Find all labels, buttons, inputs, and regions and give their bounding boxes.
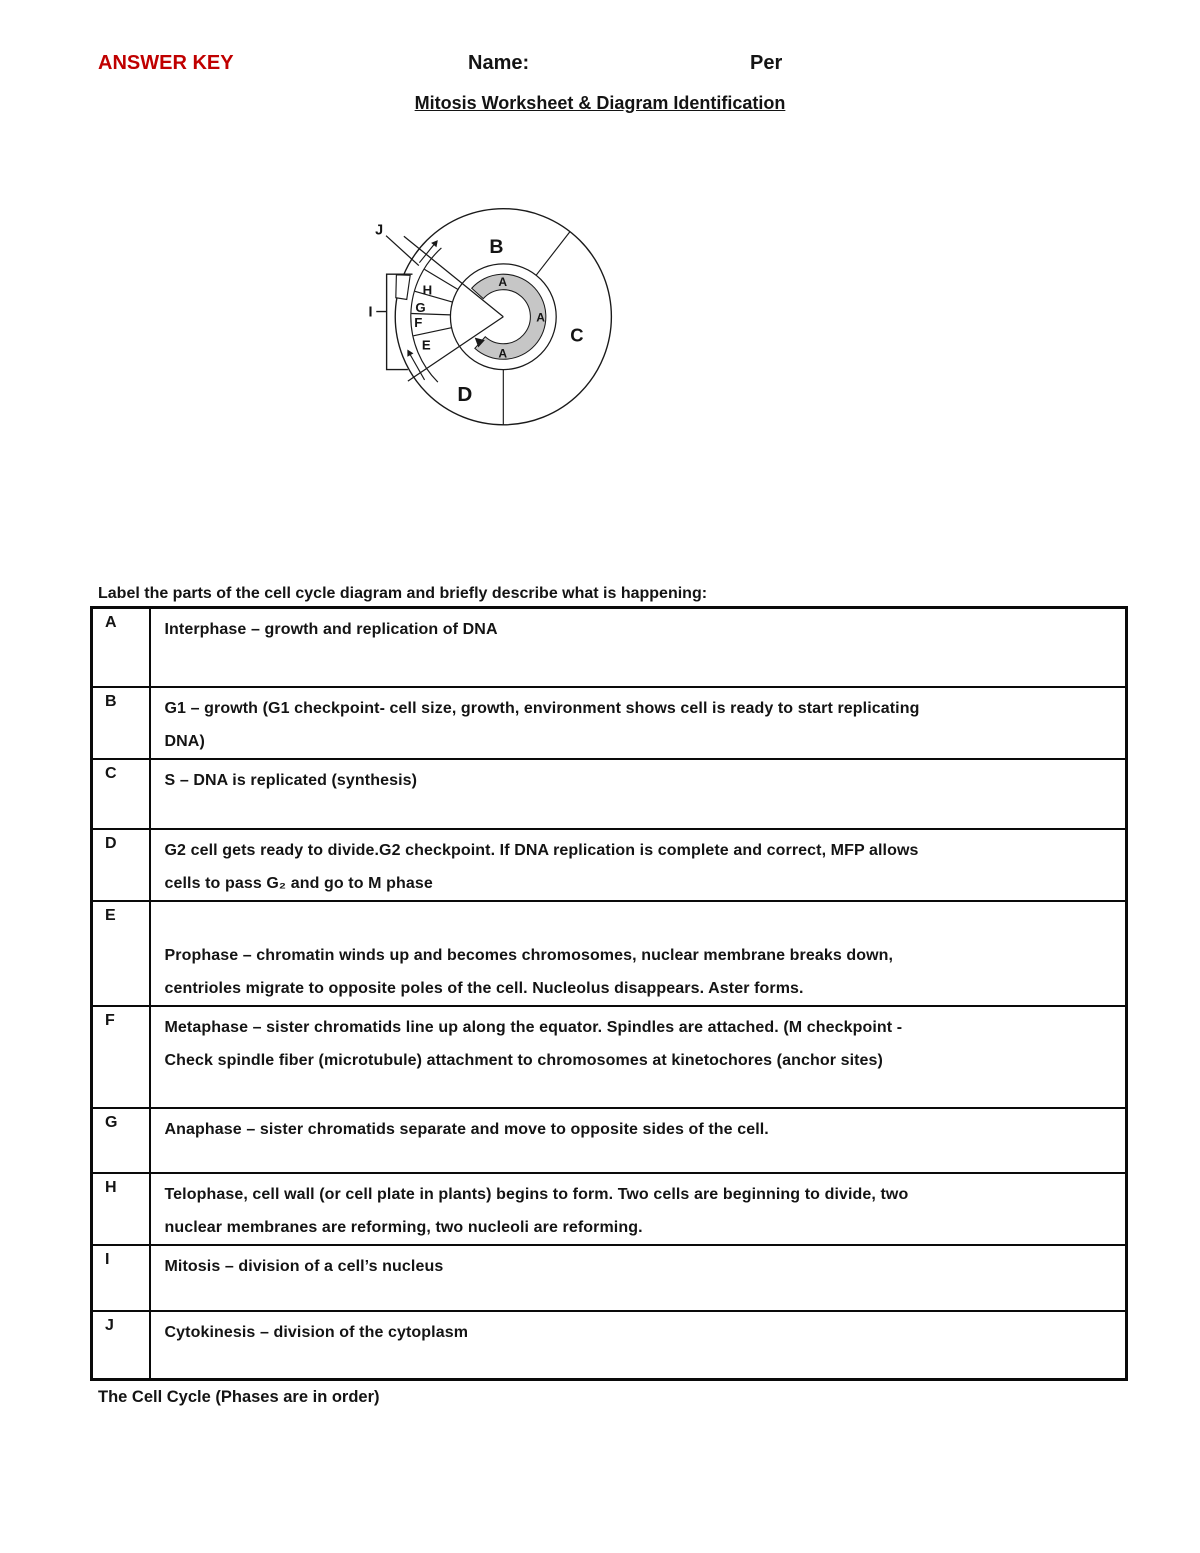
answer-line: Anaphase – sister chromatids separate and move to opposite sides of the cell. [164, 1120, 769, 1138]
footer-heading: The Cell Cycle (Phases are in order) [98, 1388, 380, 1406]
row-letter: G [92, 1108, 150, 1173]
row-letter: A [92, 608, 150, 687]
interphase-ring [472, 274, 546, 359]
answer-line: nuclear membranes are reforming, two nucleoli are reforming. [164, 1218, 643, 1236]
answer-line: Cytokinesis – division of the cytoplasm [164, 1323, 469, 1341]
answer-line: Prophase – chromatin winds up and becomes chromosomes, nuclear membrane breaks down, [164, 946, 894, 964]
table-row [92, 1311, 1127, 1380]
answer-line: G2 cell gets ready to divide.G2 checkpoint. If DNA replication is complete and correct, MFP allows [164, 841, 919, 859]
row-letter: E [92, 901, 150, 1006]
row-description [150, 687, 1127, 759]
row-letter: C [92, 759, 150, 829]
cell-cycle-diagram [355, 150, 835, 580]
answers-table [90, 606, 1128, 1381]
divider-b-c [536, 232, 570, 276]
diagram-label-a-right: A [536, 310, 546, 325]
row-description [150, 901, 1127, 1006]
row-letter: B [92, 687, 150, 759]
diagram-label-i: I [368, 304, 373, 321]
row-letter: I [92, 1245, 150, 1311]
row-description [150, 1311, 1127, 1380]
table-row [92, 901, 1127, 1006]
answer-line: S – DNA is replicated (synthesis) [164, 771, 418, 789]
table-row [92, 687, 1127, 759]
diagram-label-h: H [422, 282, 433, 298]
table-row [92, 1006, 1127, 1108]
cycle-arrow-top [419, 245, 433, 263]
band-end-box [396, 275, 410, 300]
j-pointer-line [386, 236, 419, 266]
diagram-label-a-top: A [498, 275, 508, 290]
answer-line: Mitosis – division of a cell’s nucleus [164, 1257, 444, 1275]
page-title: Mitosis Worksheet & Diagram Identification [414, 93, 786, 113]
row-letter: H [92, 1173, 150, 1245]
table-caption: Label the parts of the cell cycle diagram and briefly describe what is happening: [98, 585, 708, 602]
answer-line: centrioles migrate to opposite poles of the cell. Nucleolus disappears. Aster forms. [164, 979, 804, 997]
diagram-label-d: D [457, 383, 473, 407]
diagram-label-e: E [421, 337, 431, 353]
diagram-label-f: F [414, 315, 423, 331]
row-description [150, 1173, 1127, 1245]
answer-line: Metaphase – sister chromatids line up along the equator. Spindles are attached. (M checkpoint - [164, 1018, 903, 1036]
diagram-label-a-bottom: A [498, 346, 508, 361]
table-row [92, 1245, 1127, 1311]
answer-line: Interphase – growth and replication of DNA [164, 621, 498, 638]
table-row [92, 608, 1127, 687]
row-description [150, 829, 1127, 901]
answer-line: Telophase, cell wall (or cell plate in plants) begins to form. Two cells are beginning to divide, two [164, 1185, 909, 1203]
diagram-label-c: C [570, 324, 584, 346]
table-row [92, 829, 1127, 901]
row-description [150, 759, 1127, 829]
table-row [92, 759, 1127, 829]
answer-line: Check spindle fiber (microtubule) attachment to chromosomes at kinetochores (anchor sites) [164, 1051, 883, 1069]
answer-line: G1 – growth (G1 checkpoint- cell size, growth, environment shows cell is ready to start replicating [164, 699, 920, 717]
period-field-label: Per [750, 52, 783, 74]
answer-line: cells to pass G₂ and go to M phase [164, 874, 433, 892]
table-row [92, 1173, 1127, 1245]
row-description [150, 1108, 1127, 1173]
answer-key-label: ANSWER KEY [98, 52, 234, 74]
row-description [150, 608, 1127, 687]
answer-line [165, 906, 1118, 939]
row-description [150, 1245, 1127, 1311]
answer-line: DNA) [164, 732, 205, 750]
table-row [92, 1108, 1127, 1173]
row-letter: D [92, 829, 150, 901]
cell-cycle-diagram-svg [355, 150, 835, 580]
diagram-label-b: B [489, 235, 504, 258]
diagram-label-g: G [415, 300, 426, 316]
row-letter: F [92, 1006, 150, 1108]
name-field-label: Name: [468, 52, 530, 74]
row-letter: J [92, 1311, 150, 1380]
diagram-label-j: J [375, 222, 384, 239]
row-description [150, 1006, 1127, 1108]
